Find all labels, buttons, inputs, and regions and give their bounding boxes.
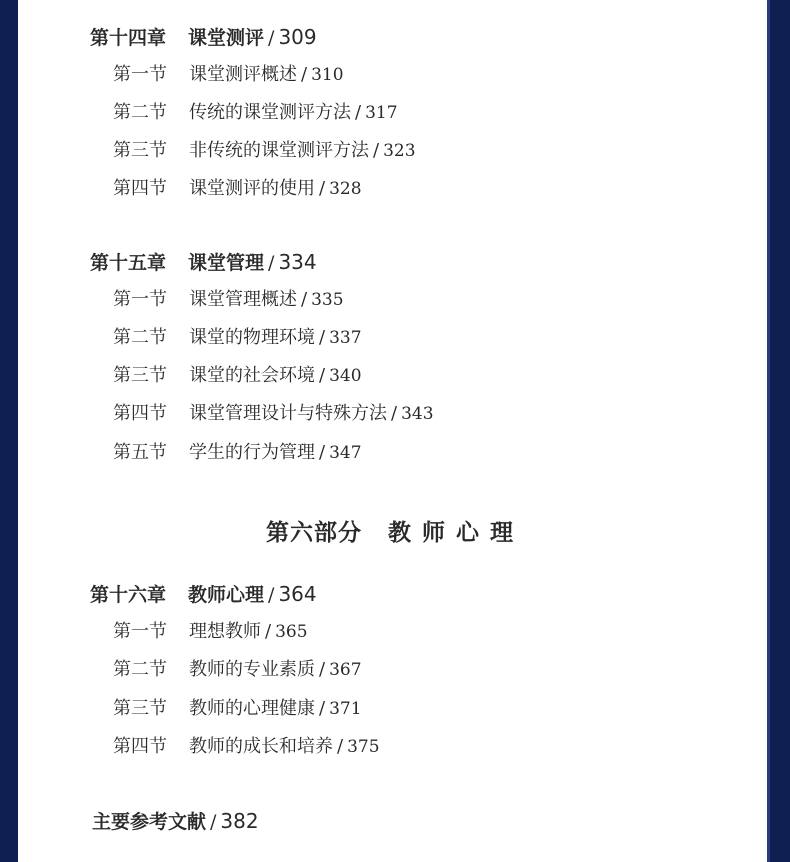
section-page: 328 xyxy=(329,179,362,199)
section-row[interactable] xyxy=(113,735,380,759)
separator: / xyxy=(319,365,326,386)
section-number: 第二节 xyxy=(113,327,167,348)
section-number: 第五节 xyxy=(113,442,167,463)
separator: / xyxy=(319,442,326,463)
section-page: 337 xyxy=(329,328,362,348)
section-number: 第一节 xyxy=(113,621,167,642)
section-page: 335 xyxy=(311,290,344,310)
section-page: 347 xyxy=(329,443,362,463)
section-row[interactable] xyxy=(113,101,398,125)
separator: / xyxy=(210,811,217,833)
section-page: 365 xyxy=(275,622,308,642)
part-label: 第六部分 xyxy=(266,520,362,546)
section-number: 第三节 xyxy=(113,698,167,719)
section-page: 323 xyxy=(383,141,416,161)
section-number: 第三节 xyxy=(113,140,167,161)
separator: / xyxy=(319,327,326,348)
section-number: 第四节 xyxy=(113,736,167,757)
separator: / xyxy=(373,140,380,161)
chapter-number: 第十四章 xyxy=(90,27,167,49)
section-title: 理想教师 xyxy=(189,621,261,642)
section-row[interactable] xyxy=(113,364,362,388)
chapter-page: 364 xyxy=(278,582,317,606)
section-title: 学生的行为管理 xyxy=(189,442,315,463)
section-page: 317 xyxy=(365,103,398,123)
section-page: 371 xyxy=(329,699,362,719)
section-number: 第二节 xyxy=(113,102,167,123)
section-row[interactable] xyxy=(113,177,362,201)
separator: / xyxy=(268,252,275,274)
section-title: 教师的成长和培养 xyxy=(189,736,333,757)
section-number: 第一节 xyxy=(113,64,167,85)
separator: / xyxy=(337,736,344,757)
chapter-15-row[interactable] xyxy=(90,250,317,275)
section-title: 课堂的物理环境 xyxy=(189,327,315,348)
section-number: 第二节 xyxy=(113,659,167,680)
separator: / xyxy=(319,659,326,680)
chapter-14-row[interactable] xyxy=(90,25,317,50)
separator: / xyxy=(301,64,308,85)
chapter-title: 教师心理 xyxy=(188,584,265,606)
chapter-page: 334 xyxy=(278,250,317,274)
section-row[interactable] xyxy=(113,63,344,87)
section-number: 第三节 xyxy=(113,365,167,386)
chapter-title: 课堂管理 xyxy=(188,252,265,274)
section-row[interactable] xyxy=(113,326,362,350)
section-row[interactable] xyxy=(113,288,344,312)
part-heading xyxy=(0,514,790,547)
section-row[interactable] xyxy=(113,402,434,426)
separator: / xyxy=(268,27,275,49)
separator: / xyxy=(265,621,272,642)
chapter-number: 第十六章 xyxy=(90,584,167,606)
separator: / xyxy=(355,102,362,123)
section-title: 课堂测评的使用 xyxy=(189,178,315,199)
chapter-number: 第十五章 xyxy=(90,252,167,274)
part-title: 教师心理 xyxy=(388,520,524,546)
section-page: 367 xyxy=(329,660,362,680)
section-title: 教师的专业素质 xyxy=(189,659,315,680)
section-page: 340 xyxy=(329,366,362,386)
separator: / xyxy=(319,698,326,719)
references-title: 主要参考文献 xyxy=(92,811,207,833)
references-page: 382 xyxy=(220,809,259,833)
separator: / xyxy=(301,289,308,310)
section-title: 课堂管理概述 xyxy=(189,289,297,310)
section-row[interactable] xyxy=(113,620,308,644)
section-title: 教师的心理健康 xyxy=(189,698,315,719)
chapter-16-row[interactable] xyxy=(90,582,317,607)
chapter-page: 309 xyxy=(278,25,317,49)
section-row[interactable] xyxy=(113,441,362,465)
section-page: 375 xyxy=(347,737,380,757)
section-row[interactable] xyxy=(113,697,362,721)
section-title: 课堂的社会环境 xyxy=(189,365,315,386)
section-page: 310 xyxy=(311,65,344,85)
separator: / xyxy=(391,403,398,424)
references-row[interactable] xyxy=(92,809,259,834)
section-title: 传统的课堂测评方法 xyxy=(189,102,351,123)
section-number: 第四节 xyxy=(113,178,167,199)
separator: / xyxy=(268,584,275,606)
section-number: 第四节 xyxy=(113,403,167,424)
section-title: 非传统的课堂测评方法 xyxy=(189,140,369,161)
section-title: 课堂管理设计与特殊方法 xyxy=(189,403,387,424)
section-number: 第一节 xyxy=(113,289,167,310)
section-page: 343 xyxy=(401,404,434,424)
section-title: 课堂测评概述 xyxy=(189,64,297,85)
section-row[interactable] xyxy=(113,658,362,682)
separator: / xyxy=(319,178,326,199)
chapter-title: 课堂测评 xyxy=(188,27,265,49)
section-row[interactable] xyxy=(113,139,416,163)
